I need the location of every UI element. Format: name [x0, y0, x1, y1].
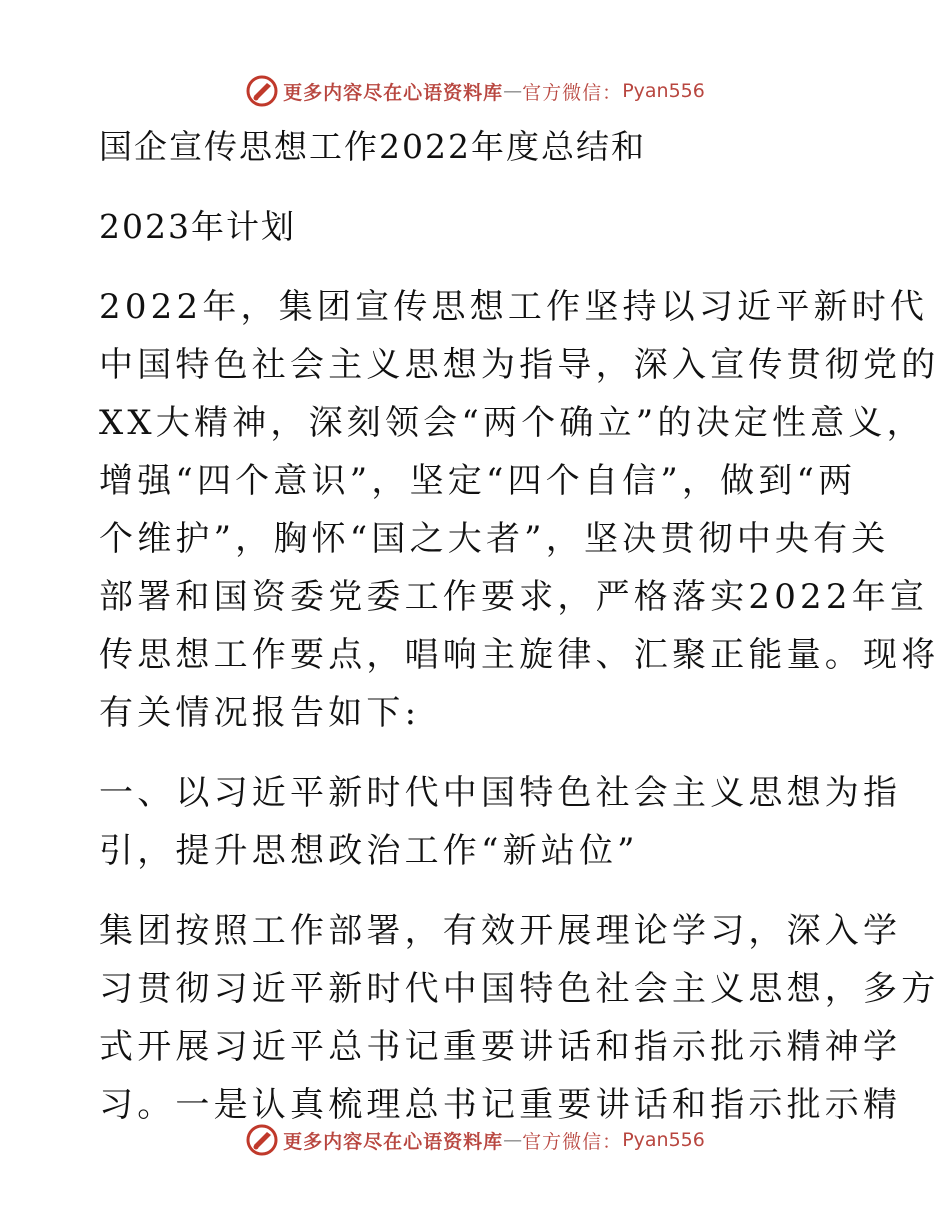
watermark-separator: — — [503, 80, 523, 102]
section-body-paragraph — [99, 902, 940, 1134]
paragraph-line: XX大精神，深刻领会“两个确立”的决定性意义， — [99, 403, 925, 443]
paragraph-line: 习。一是认真梳理总书记重要讲话和指示批示精 — [99, 1085, 902, 1125]
watermark-contact-label: 官方微信： — [522, 1130, 623, 1153]
watermark-brand-text: 更多内容尽在心语资料库 — [283, 1130, 504, 1153]
intro-paragraph — [99, 278, 940, 742]
paragraph-line: 传思想工作要点，唱响主旋律、汇聚正能量。现将 — [99, 635, 940, 675]
paragraph-line: 式开展习近平总书记重要讲话和指示批示精神学 — [99, 1027, 902, 1067]
paragraph-line: 习贯彻习近平新时代中国特色社会主义思想，多方 — [99, 969, 940, 1009]
paragraph-line: 中国特色社会主义思想为指导，深入宣传贯彻党的 — [99, 345, 940, 385]
paragraph-line: 2022年，集团宣传思想工作坚持以习近平新时代 — [99, 287, 929, 327]
paragraph-line: 增强“四个意识”，坚定“四个自信”，做到“两 — [99, 461, 857, 501]
paragraph-line: 部署和国资委党委工作要求，严格落实2022年宣 — [99, 577, 929, 617]
brand-logo-icon — [245, 1123, 279, 1157]
section-heading-line: 一、以习近平新时代中国特色社会主义思想为指 — [99, 773, 902, 813]
watermark-contact-label: 官方微信： — [522, 81, 623, 104]
watermark-banner-top — [0, 71, 950, 111]
section-heading — [99, 764, 902, 880]
watermark-separator: — — [503, 1129, 523, 1151]
paragraph-line: 集团按照工作部署，有效开展理论学习，深入学 — [99, 911, 902, 951]
document-title-line-1: 国企宣传思想工作2022年度总结和 — [99, 127, 646, 166]
document-title-line-2: 2023年计划 — [99, 207, 296, 246]
document-body — [99, 118, 940, 1134]
watermark-brand-text: 更多内容尽在心语资料库 — [283, 81, 504, 104]
watermark-banner-bottom — [0, 1120, 950, 1160]
paragraph-line: 有关情况报告如下: — [99, 693, 421, 733]
watermark-wechat-id: Pyan556 — [622, 80, 705, 102]
paragraph-line: 个维护”，胸怀“国之大者”，坚决贯彻中央有关 — [99, 519, 890, 559]
watermark-wechat-id: Pyan556 — [622, 1129, 705, 1151]
brand-logo-icon — [245, 74, 279, 108]
section-heading-line: 引，提升思想政治工作“新站位” — [99, 831, 639, 871]
